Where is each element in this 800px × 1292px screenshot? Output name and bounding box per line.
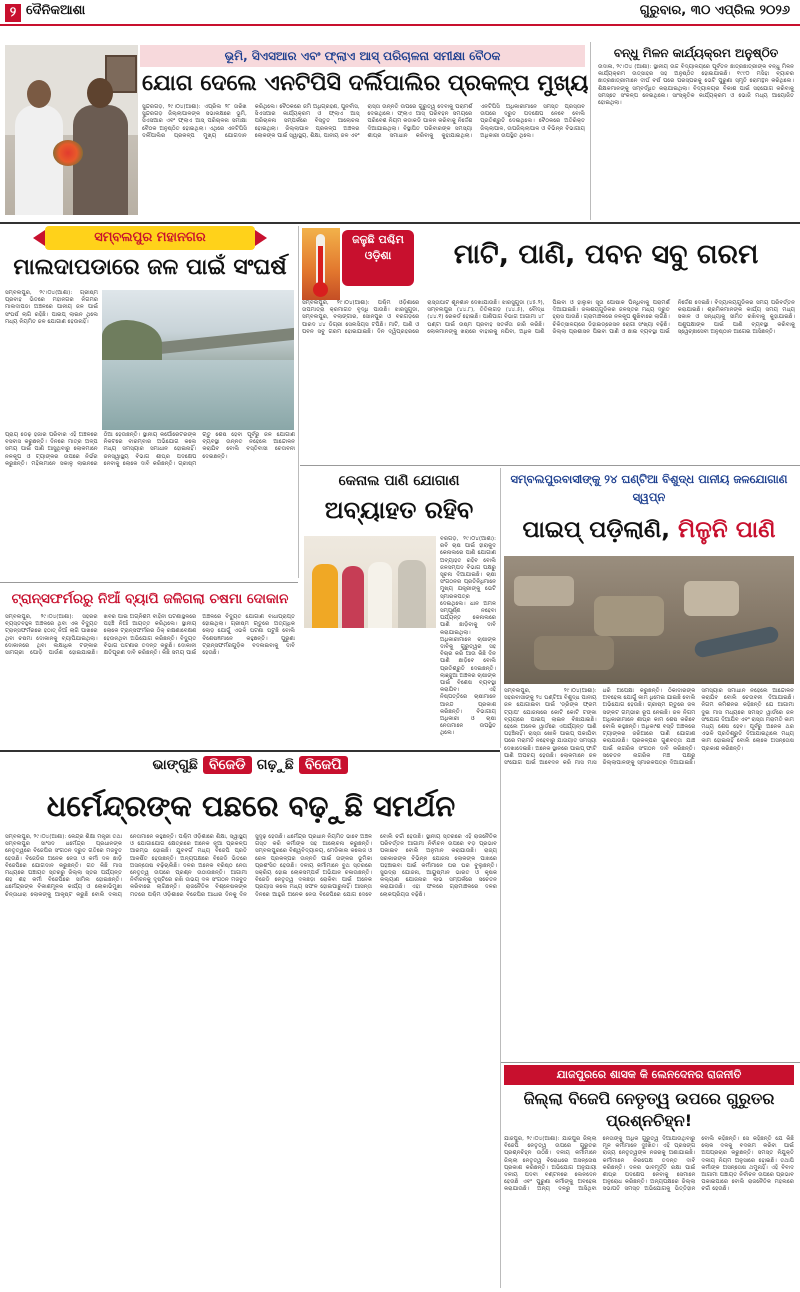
maldapada-right-rule <box>298 226 299 578</box>
rule-jajpur <box>500 1062 800 1063</box>
canal-body: ବରଗଡ଼, ୨୯।୦୪(ଆଶା): ରବି ଚାଷ ପାଇଁ ହୀରାକୁଦ କେନାଲରେ ପାଣି ଯୋଗାଣ ଅବ୍ୟାହତ ରହିବ ବୋଲି ଜଳସମ୍ପଦ ବିଭାଗ ପକ୍ଷରୁ ସୂଚନା ଦିଆଯାଇଛି। ଚାଷୀ ସଂଗଠନର ପ୍ରତିନିଧିମାନେ ମୁଖ୍ୟ ଯନ୍ତ୍ରୀଙ୍କୁ ଭେଟି ସ୍ମାରକପତ୍ର ଦେଇଥିଲେ। ଧାନ ଅମଳ ସମ୍ପୂର୍ଣ୍ଣ ନହେବା ପର୍ଯ୍ୟନ୍ତ କେନାଲରେ ପାଣି ଛାଡ଼ିବାକୁ ଦାବି କରାଯାଇଥିଲା। ଅଧିକାରୀମାନେ ଚାଷୀଙ୍କ ଦାବିକୁ ଗୁରୁତ୍ୱର ସହ ବିଚାର କରି ଆଉ କିଛି ଦିନ ପାଣି ଛାଡ଼ିବେ ବୋଲି ପ୍ରତିଶ୍ରୁତି ଦେଇଛନ୍ତି। ଲାଞ୍ଜୁଆ ଅଞ୍ଚଳର ଚାଷୀଙ୍କ ପାଇଁ ବିଶେଷ ବ୍ୟବସ୍ଥା କରାଯିବ। ଏହି ନିଷ୍ପତ୍ତିରେ ଚାଷୀମାନେ ଆନନ୍ଦ ପ୍ରକାଶ କରିଛନ୍ତି। ବିଭାଗୀୟ ଅଧିକାରୀ ଓ ଚାଷୀ ନେତାମାନେ ଉପସ୍ଥିତ ଥିଲେ। <box>440 536 496 737</box>
jajpur-kicker: ଯାଜପୁରରେ ଶାସକ କି ଲେନଦେନର ରାଜନୀତି <box>504 1065 794 1085</box>
masthead-rule <box>0 24 800 26</box>
pipe-segment <box>693 625 779 658</box>
ntpc-right-rule <box>590 42 591 220</box>
transformer-headline: ଟ୍ରାନ୍ସଫର୍ମରରୁ ନିଆଁ ବ୍ୟାପି ଜଳିଗଲା ଚଷମା ଦୋକାନ <box>11 591 289 607</box>
rubble-3 <box>684 581 739 616</box>
canal-body-continued <box>302 632 496 746</box>
pipe-headline-a: ପାଇପ୍ ପଡ଼ିଲାଣି, <box>522 517 671 543</box>
pipe-body: ସମ୍ବଲପୁର, ୨୯।୦୪(ଆଶା): ସହରବାସୀଙ୍କୁ ୨୪ ଘଣ୍ଟିଆ ବିଶୁଦ୍ଧ ପାନୀୟ ଜଳ ଯୋଗାଇବା ପାଇଁ 'ଡ୍ରିଙ୍କ ଫ୍ରମ ଟ୍ୟାପ' ଯୋଜନାରେ କୋଟି କୋଟି ଟଙ୍କା ବ୍ୟୟରେ ପାଇପ୍ ଲାଇନ ବିଛାଯାଇଛି। ହେଲେ ଅନେକ ୱାର୍ଡରେ ଏପର୍ଯ୍ୟନ୍ତ ପାଣି ପହଞ୍ଚିନାହିଁ। ରାସ୍ତା ଖୋଳି ପାଇପ୍ ପକାଯିବା ପରେ ମରାମତି ନହେବାରୁ ଯାତାୟାତ ସମସ୍ୟା ଦେଖାଦେଇଛି। ଅନେକ ସ୍ଥାନରେ ପାଇପ୍ ଫାଟି ପାଣି ଅପଚୟ ହେଉଛି। ଲୋକମାନେ ଜଳ ସଂଯୋଗ ପାଇଁ ଆବେଦନ କରି ମାସ ମାସ ଧରି ଅପେକ୍ଷା କରୁଛନ୍ତି। ଠିକାଦାରଙ୍କ ଅବହେଳା ଯୋଗୁଁ କାମ ଧିମେଇ ଯାଇଛି ବୋଲି ଅଭିଯୋଗ ହେଉଛି। ଗ୍ରୀଷ୍ମ ଋତୁରେ ଜଳ ସଙ୍କଟ ଗମ୍ଭୀର ରୂପ ନେଇଛି। ଜଳ ନିଗମ ଅଧିକାରୀମାନେ ଶୀଘ୍ର କାମ ଶେଷ କରିବେ ବୋଲି କହୁଛନ୍ତି। ଅଧିକାଂଶ ବସ୍ତି ଅଞ୍ଚଳରେ ଟ୍ୟାଙ୍କର ଜରିଆରେ ପାଣି ଯୋଗାଣ କରାଯାଉଛି। ପ୍ରକଳ୍ପର ଗୁଣବତ୍ତା ଯାଞ୍ଚ ପାଇଁ ନାଗରିକ ସଂଗଠନ ଦାବି କରିଛନ୍ତି। ସଚେତନ ନାଗରିକ ମଞ୍ଚ ପକ୍ଷରୁ ଜିଲ୍ଲାପାଳଙ୍କୁ ସ୍ମାରକପତ୍ର ଦିଆଯାଇଛି। ସମସ୍ୟାର ସମାଧାନ ନହେଲେ ଆନ୍ଦୋଳନ କରାଯିବ ବୋଲି ଚେତାବନୀ ଦିଆଯାଇଛି। ନିଗମ କମିଶନର କହିଛନ୍ତି ଯେ ଆଗାମୀ ଦୁଇ ମାସ ମଧ୍ୟରେ ସମସ୍ତ ୱାର୍ଡରେ ଜଳ ସଂଯୋଗ ଦିଆଯିବ ଏବଂ ରାସ୍ତା ମରାମତି କାମ ମଧ୍ୟ ଶେଷ ହେବ। ପୂର୍ବରୁ ଅନେକ ଥର ଏଭଳି ପ୍ରତିଶ୍ରୁତି ଦିଆଯାଇଥିଲେ ମଧ୍ୟ କାମ ହୋଇନାହିଁ ବୋଲି ଲୋକେ ଅସନ୍ତୋଷ ପ୍ରକାଶ କରିଛନ୍ତି। <box>504 688 794 767</box>
bandh-body: ଉଦାଳା, ୨୯।୦୪ (ଆଶା): ସ୍ଥାନୀୟ ଉଚ୍ଚ ବିଦ୍ୟାଳୟରେ ପୂର୍ବତନ ଛାତ୍ରଛାତ୍ରୀଙ୍କ ବନ୍ଧୁ ମିଳନ କାର୍ଯ୍ୟକ୍ରମ ଉତ୍ସାହର ସହ ଅନୁଷ୍ଠିତ ହୋଇଯାଇଛି। ୧୯୯୦ ମସିହା ବ୍ୟାଚର ଛାତ୍ରଛାତ୍ରୀମାନେ ଦୀର୍ଘ ବର୍ଷ ପରେ ପରସ୍ପରକୁ ଭେଟି ପୁରୁଣା ସ୍ମୃତି ରୋମନ୍ଥନ କରିଥିଲେ। ଶିକ୍ଷକମାନଙ୍କୁ ସମ୍ବର୍ଦ୍ଧିତ କରାଯାଇଥିଲା। ବିଦ୍ୟାଳୟର ବିକାଶ ପାଇଁ ସହଯୋଗ କରିବାକୁ ସମସ୍ତେ ସଂକଳ୍ପ ନେଇଥିଲେ। ସାଂସ୍କୃତିକ କାର୍ଯ୍ୟକ୍ରମ ଓ ଭୋଜି ମଧ୍ୟ ଆୟୋଜିତ ହୋଇଥିଲା। <box>598 64 794 107</box>
maldapada-banner-label: ସମ୍ବଲପୁର ମହାନଗର <box>45 226 255 250</box>
dharmendra-right-rule <box>500 752 501 1288</box>
issue-date: ଗୁରୁବାର, ୩୦ ଏପ୍ରିଲ ୨୦୨୬ <box>639 3 790 18</box>
thermometer-image <box>302 228 340 300</box>
maldapada-banner <box>5 226 295 250</box>
canal-person-1 <box>312 564 338 628</box>
rule-row1 <box>0 222 800 224</box>
dam-water <box>102 360 294 430</box>
broken-pipe-photo <box>504 556 794 684</box>
pipe-headline-b: ମିଳୁନି ପାଣି <box>678 517 776 543</box>
rule-transformer <box>0 582 298 583</box>
jajpur-body: ଯାଜପୁର, ୨୯।୦୪(ଆଶା): ଯାଜପୁର ଜିଲ୍ଲା ବିଜେପି ନେତୃତ୍ୱ ଉପରେ ଗୁରୁତର ପ୍ରଶ୍ନଚିହ୍ନ ଉଠିଛି। ଦଳୀୟ କର୍ମୀମାନେ ଜିଲ୍ଲା ନେତୃତ୍ୱ ବିରୋଧରେ ଅସନ୍ତୋଷ ପ୍ରକାଶ କରିଛନ୍ତି। ଅଭିଯୋଗ ଅନୁଯାୟୀ ଦଳୀୟ ପଦବୀ ବଣ୍ଟନରେ ଲେନଦେନ ହେଉଛି ଏବଂ ପୁରୁଣା କର୍ମୀଙ୍କୁ ଅବହେଳା କରାଯାଉଛି। ଅନ୍ୟ ଦଳରୁ ଆସିଥିବା ନେତାଙ୍କୁ ଅଧିକ ଗୁରୁତ୍ୱ ଦିଆଯାଉଥିବାରୁ ମୂଳ କର୍ମୀମାନେ ଦୁଃଖିତ। ଏହି ପ୍ରସଙ୍ଗ ରାଜ୍ୟ ନେତୃତ୍ୱଙ୍କ ନଜରକୁ ଅଣାଯାଇଛି। କର୍ମୀମାନେ ନିରପେକ୍ଷ ତଦନ୍ତ ଦାବି କରିଛନ୍ତି। ଦଳର ଭାବମୂର୍ତ୍ତି ରକ୍ଷା ପାଇଁ ଶୀଘ୍ର ପଦକ୍ଷେପ ନେବାକୁ ସେମାନେ ଅନୁରୋଧ କରିଛନ୍ତି। ଅନ୍ୟପକ୍ଷରେ ଜିଲ୍ଲା ସଭାପତି ସମସ୍ତ ଅଭିଯୋଗକୁ ଭିତ୍ତିହୀନ ବୋଲି କହିଛନ୍ତି। ସେ କହିଛନ୍ତି ଯେ କିଛି ଲୋକ ଦଳକୁ ବଦନାମ କରିବା ପାଇଁ ଅପପ୍ରଚାର କରୁଛନ୍ତି। ସମସ୍ତ ନିଯୁକ୍ତି ଦଳୀୟ ନିୟମ ଅନୁସାରେ ହୋଇଛି। ତଥାପି କର୍ମୀଙ୍କ ଅସନ୍ତୋଷ ଥମୁନାହିଁ। ଏହି ବିବାଦ ଆଗାମୀ ପଞ୍ଚାୟତ ନିର୍ବାଚନ ଉପରେ ପ୍ରଭାବ ପକାଇପାରେ ବୋଲି ରାଜନୈତିକ ମହଲରେ ଚର୍ଚ୍ଚା ହେଉଛି। <box>504 1136 794 1193</box>
dam-hill <box>102 320 162 360</box>
bouquet <box>53 140 83 166</box>
thermo-mercury <box>318 246 323 286</box>
rubble-2 <box>594 596 664 636</box>
kicker-building: ଗଢ଼ୁଛି <box>256 757 294 773</box>
person-left-head <box>27 80 51 108</box>
kicker-breaking: ଭାଙ୍ଗୁଛି <box>152 757 198 773</box>
canal-right-rule <box>500 468 501 748</box>
kicker-bjd: ବିଜେଡି <box>203 756 252 774</box>
canal-person-4 <box>398 560 426 628</box>
rule-row2 <box>0 750 500 752</box>
page-number-box <box>5 4 21 22</box>
rubble-1 <box>514 576 574 606</box>
dharmendra-headline: ଧର୍ମେନ୍ଦ୍ରଙ୍କ ପଛରେ ବଢ଼ୁଛି ସମର୍ଥନ <box>46 789 456 823</box>
canal-meeting-photo <box>304 536 436 628</box>
banner-right-pointer <box>255 230 267 246</box>
ntpc-meeting-photo <box>5 45 138 215</box>
ntpc-kicker: ଭୂମି, ସିଏସଆର ଏବଂ ଫ୍ଲାଏ ଆସ୍ ପରିଚାଳନା ସମୀକ୍ଷା ବୈଠକ <box>224 49 501 63</box>
ntpc-headline: ଯୋଗ ଦେଲେ ଏନଟିପିସି ଦର୍ଲିପାଲିର ପ୍ରକଳ୍ପ ମୁଖ୍ୟ <box>142 71 589 96</box>
pipe-headline-row <box>504 508 794 552</box>
heat-body: ସମ୍ବଲପୁର, ୨୯।୦୪(ଆଶା): ପଶ୍ଚିମ ଓଡ଼ିଶାରେ ତାପମାତ୍ରା କ୍ରମାଗତ ବୃଦ୍ଧି ପାଉଛି। ଝାରସୁଗୁଡା, ସମ୍ବଲପୁର, ବଲାଙ୍ଗୀର, ସୋନପୁର ଓ ବରଗଡ଼ରେ ପାରଦ ୪୪ ଡିଗ୍ରୀ ସେଲସିୟସ ଟପିଛି। ମାଟି, ପାଣି ଓ ପବନ ସବୁ ଗରମ ହୋଇଯାଇଛି। ଦିନ ଦ୍ୱିପ୍ରହରରେ ରାସ୍ତାଘାଟ ଶୂନଶାନ ଦେଖାଯାଉଛି। ଝାରସୁଗୁଡା (୪୫.୨), ସମ୍ବଲପୁର (୪୪.୮), ତିତିଲାଗଡ଼ (୪୪.୫), ବୌଦ୍ଧ (୪୪.୧) ରେକର୍ଡ ହୋଇଛି। ପାଣିପାଗ ବିଭାଗ ଆଗାମୀ ୪୮ ଘଣ୍ଟା ପାଇଁ ଉଷ୍ମ ପ୍ରବାହ ସତର୍କତା ଜାରି କରିଛି। ଲୋକମାନଙ୍କୁ ଖରାରେ ବାହାରକୁ ନଯିବା, ଅଧିକ ପାଣି ପିଇବା ଓ ହାଲୁକା ସୂତା ପୋଷାକ ପିନ୍ଧିବାକୁ ପରାମର୍ଶ ଦିଆଯାଇଛି। ଜଳାଶୟଗୁଡିକର ଜଳସ୍ତର ମଧ୍ୟ ଦ୍ରୁତ ହ୍ରାସ ପାଉଛି। ଗ୍ରାମାଞ୍ଚଳରେ ନଳକୂପ ଶୁଖିବାରେ ଲାଗିଛି। ଚିକିତ୍ସାଳୟରେ ଡିହାଇଡ୍ରେସନ ରୋଗୀ ସଂଖ୍ୟା ବଢ଼ିଛି। ଜିଲ୍ଲା ପ୍ରଶାସନ ପିଇବା ପାଣି ଓ ଛାଇ ବ୍ୟବସ୍ଥା ପାଇଁ ନିର୍ଦ୍ଦେଶ ଦେଇଛି। ବିଦ୍ୟାଳୟଗୁଡିକର ସମୟ ପରିବର୍ତ୍ତନ କରାଯାଇଛି। ଶ୍ରମିକମାନଙ୍କ କାର୍ଯ୍ୟ ସମୟ ମଧ୍ୟ ସକାଳ ଓ ସନ୍ଧ୍ୟାକୁ ସୀମିତ ରଖିବାକୁ କୁହାଯାଇଛି। ପଶୁପକ୍ଷୀଙ୍କ ପାଇଁ ପାଣି ବ୍ୟବସ୍ଥା କରିବାକୁ ସ୍ୱେଚ୍ଛାସେବୀ ଅନୁଷ୍ଠାନ ଆଗେଇ ଆସିଛନ୍ତି। <box>302 300 795 335</box>
person-right <box>73 105 128 215</box>
kicker-bjp: ବିଜେପି <box>299 756 348 774</box>
page-number: ୨ <box>9 5 17 20</box>
maldapada-headline: ମାଲଦାପଡାରେ ଜଳ ପାଇଁ ସଂଘର୍ଷ <box>13 255 287 280</box>
jajpur-headline: ଜିଲ୍ଲା ବିଜେପି ନେତୃତ୍ୱ ଉପରେ ଗୁରୁତର ପ୍ରଶ୍ନଚିହ୍ନ! <box>523 1089 775 1130</box>
canal-headline: ଅବ୍ୟାହତ ରହିବ <box>324 496 474 524</box>
rule-heat <box>300 465 800 466</box>
canal-person-3 <box>368 562 392 628</box>
heat-badge <box>342 230 414 286</box>
bandh-headline: ବନ୍ଧୁ ମିଳନ କାର୍ଯ୍ୟକ୍ରମ ଅନୁଷ୍ଠିତ <box>613 46 779 60</box>
canal-person-2 <box>342 566 364 628</box>
maldapada-body-top: ସମ୍ବଲପୁର, ୨୯।୦୪(ଆଶା): ଗ୍ରୀଷ୍ମ ପ୍ରବାହ ଭିତରେ ମହାନଗର ନିଗମର ମାଲଦାପଡା ଅଞ୍ଚଳରେ ପାନୀୟ ଜଳ ପାଇଁ ସଂଘର୍ଷ ଲାଗି ରହିଛି। ପାଇପ୍ ଲାଇନ ଥିଲେ ମଧ୍ୟ ନିୟମିତ ଜଳ ଯୋଗାଣ ହେଉନାହିଁ। <box>5 290 98 325</box>
person-right-head <box>87 78 113 108</box>
heat-badge-label: ଜଳୁଛି ପଶ୍ଚିମ ଓଡ଼ିଶା <box>352 233 404 262</box>
dam-photo <box>102 290 294 430</box>
thermo-bulb <box>313 282 328 297</box>
paper-name: ଦୈନିକଆଶା <box>26 3 86 18</box>
dharmendra-body: ସମ୍ବଲପୁର, ୨୯।୦୪(ଆଶା): କେନ୍ଦ୍ର ଶିକ୍ଷା ମନ୍ତ୍ରୀ ତଥା ସମ୍ବଲପୁର ସାଂସଦ ଧର୍ମେନ୍ଦ୍ର ପ୍ରଧାନଙ୍କ ନେତୃତ୍ୱରେ ବିଜେପିର ସଂଗଠନ ଦ୍ରୁତ ଗତିରେ ମଜବୁତ ହେଉଛି। ବିଜେଡିର ଅନେକ ନେତା ଓ କର୍ମୀ ଦଳ ଛାଡ଼ି ବିଜେପିରେ ଯୋଗଦାନ କରୁଛନ୍ତି। ଗତ କିଛି ମାସ ମଧ୍ୟରେ ପଞ୍ଚାୟତ ସ୍ତରରୁ ଜିଲ୍ଲା ସ୍ତର ପର୍ଯ୍ୟନ୍ତ ଶହ ଶହ କର୍ମୀ ବିଜେପିରେ ସାମିଲ ହୋଇଛନ୍ତି। ଧର୍ମେନ୍ଦ୍ରଙ୍କ ବିକାଶମୂଳକ କାର୍ଯ୍ୟ ଓ ଲୋକାଭିମୁଖୀ ଚିନ୍ତାଧାରା ଲୋକଙ୍କୁ ଆକୃଷ୍ଟ କରୁଛି ବୋଲି ଦଳୀୟ ନେତାମାନେ କହୁଛନ୍ତି। ପଶ୍ଚିମ ଓଡ଼ିଶାରେ ଶିକ୍ଷା, ସ୍ୱାସ୍ଥ୍ୟ ଓ ଯୋଗାଯୋଗ କ୍ଷେତ୍ରରେ ଅନେକ ନୂଆ ପ୍ରକଳ୍ପ ଆରମ୍ଭ ହୋଇଛି। ଯୁବବର୍ଗ ମଧ୍ୟ ବିଜେପି ପ୍ରତି ଆକର୍ଷିତ ହେଉଛନ୍ତି। ଅନ୍ୟପକ୍ଷରେ ବିଜେଡି ଭିତରେ ଅସନ୍ତୋଷ ବଢ଼ିଚାଲିଛି। ଦଳର ଅନେକ ବରିଷ୍ଠ ନେତା ନେତୃତ୍ୱ ଉପରେ ପ୍ରଶ୍ନ ଉଠାଉଛନ୍ତି। ଆଗାମୀ ନିର୍ବାଚନକୁ ଦୃଷ୍ଟିରେ ରଖି ଉଭୟ ଦଳ ସଂଗଠନ ମଜବୁତ କରିବାରେ ଲାଗିଛନ୍ତି। ରାଜନୈତିକ ବିଶ୍ଳେଷକଙ୍କ ମତରେ ପଶ୍ଚିମ ଓଡ଼ିଶାରେ ବିଜେପିର ଆଧାର ଦିନକୁ ଦିନ ସୁଦୃଢ଼ ହେଉଛି। ଧର୍ମେନ୍ଦ୍ର ପ୍ରଧାନ ନିୟମିତ ଭାବେ ଅଞ୍ଚଳ ଗସ୍ତ କରି କର୍ମୀଙ୍କ ସହ ଆଲୋଚନା କରୁଛନ୍ତି। ସମ୍ବଲପୁରରେ ବିଶ୍ୱବିଦ୍ୟାଳୟ, ମେଡିକାଲ କଲେଜ ଓ ରେଳ ପ୍ରକଳ୍ପର ଉନ୍ନତି ପାଇଁ ତାଙ୍କର ଭୂମିକା ପ୍ରଶଂସିତ ହେଉଛି। ଦଳୀୟ କର୍ମୀମାନେ ବୁଥ ସ୍ତରରେ ସକ୍ରିୟ ହୋଇ ଲୋକସମ୍ପର୍କ ଅଭିଯାନ ଚଳାଉଛନ୍ତି। ବିଜେଡି ନେତୃତ୍ୱ ଦଳଛଡ଼ା ରୋକିବା ପାଇଁ ଅନେକ ପ୍ରୟାସ କଲେ ମଧ୍ୟ ସଫଳ ହୋଇପାରୁନାହିଁ। ଆସନ୍ତା ଦିନରେ ଆହୁରି ଅନେକ ନେତା ବିଜେପିରେ ଯୋଗ ଦେବେ ବୋଲି ଚର୍ଚ୍ଚା ହେଉଛି। ସ୍ଥାନୀୟ ସ୍ତରରେ ଏହି ରାଜନୈତିକ ପରିବର୍ତ୍ତନ ଆଗାମୀ ନିର୍ବାଚନ ଉପରେ ବଡ଼ ପ୍ରଭାବ ପକାଇବ ବୋଲି ଅନୁମାନ କରାଯାଉଛି। ରାଜ୍ୟ ସରକାରଙ୍କ ବିଭିନ୍ନ ଯୋଜନା ଲୋକଙ୍କ ପାଖରେ ପହଞ୍ଚାଇବା ପାଇଁ କର୍ମୀମାନେ ଘର ଘର ବୁଲୁଛନ୍ତି। ସୁଭଦ୍ରା ଯୋଜନା, ଆୟୁଷ୍ମାନ ଭାରତ ଓ କୃଷକ କଲ୍ୟାଣ ଯୋଜନାର ଲାଭ ସମ୍ପର୍କରେ ସଚେତନ କରାଯାଉଛି। ଏହା ଫଳରେ ଗ୍ରାମାଞ୍ଚଳରେ ଦଳର ଲୋକପ୍ରିୟତା ବଢ଼ିଛି। <box>5 834 497 898</box>
masthead <box>0 0 800 40</box>
dharmendra-kicker-row <box>130 754 370 784</box>
banner-left-pointer <box>33 230 45 246</box>
pipe-banner: ସମ୍ବଲପୁରବାସୀଙ୍କୁ ୨୪ ଘଣ୍ଟିଆ ବିଶୁଦ୍ଧ ପାନୀୟ ଜଳଯୋଗାଣ ସ୍ୱପ୍ନ <box>510 472 788 504</box>
heat-headline: ମାଟି, ପାଣି, ପବନ ସବୁ ଗରମ <box>453 239 759 270</box>
ntpc-kicker-band <box>140 45 585 67</box>
transformer-body: ସମ୍ବଲପୁର, ୨୯।୦୪(ଆଶା): ସହରର ବ୍ୟସ୍ତବହୁଳ ଅଞ୍ଚଳରେ ଥିବା ଏକ ବିଦ୍ୟୁତ ଟ୍ରାନ୍ସଫର୍ମରରେ ହଠାତ୍ ନିଆଁ ଲାଗି ପାଖରେ ଥିବା ଚଷମା ଦୋକାନକୁ ବ୍ୟାପିଯାଇଥିଲା। ଦୋକାନରେ ଥିବା ଲକ୍ଷାଧିକ ଟଙ୍କାର ସାମଗ୍ରୀ ପୋଡ଼ି ପାଉଁଶ ହୋଇଯାଇଛି। ଖବର ପାଇ ଅଗ୍ନିଶମ ବାହିନୀ ଘଟଣାସ୍ଥଳରେ ପହଞ୍ଚି ନିଆଁ ଆୟତ୍ତ କରିଥିଲେ। ସ୍ଥାନୀୟ ଲୋକେ ଟ୍ରାନ୍ସଫର୍ମରର ଠିକ୍ ରକ୍ଷଣାବେକ୍ଷଣ ହେଉନଥିବା ଅଭିଯୋଗ କରିଛନ୍ତି। ବିଦ୍ୟୁତ ବିଭାଗ ଘଟଣାର ତଦନ୍ତ କରୁଛି। ଦୋକାନୀ କ୍ଷତିପୂରଣ ଦାବି କରିଛନ୍ତି। କିଛି ସମୟ ପାଇଁ ଅଞ୍ଚଳରେ ବିଦ୍ୟୁତ ଯୋଗାଣ ବାଧାପ୍ରାପ୍ତ ହୋଇଥିଲା। ଗ୍ରୀଷ୍ମ ଋତୁରେ ଅତ୍ୟଧିକ ଲୋଡ଼ ଯୋଗୁଁ ଏଭଳି ଘଟଣା ଘଟୁଛି ବୋଲି ବିଶେଷଜ୍ଞମାନେ କହୁଛନ୍ତି। ପୁରୁଣା ଟ୍ରାନ୍ସଫର୍ମରଗୁଡ଼ିକ ବଦଳାଇବାକୁ ଦାବି ହେଉଛି। <box>5 614 295 657</box>
canal-kicker: କେନାଲ ପାଣି ଯୋଗାଣ <box>338 473 460 489</box>
rubble-4 <box>534 636 614 670</box>
maldapada-body-bottom: ପ୍ରାୟ ଡେଢ଼ ହଜାର ପରିବାର ଏହି ଅଞ୍ଚଳରେ ବସବାସ କରୁଛନ୍ତି। ଦିନରେ ମାତ୍ର ଅଳ୍ପ ସମୟ ପାଇଁ ପାଣି ଆସୁଥିବାରୁ ଲୋକମାନେ ନଳକୂପ ଓ ଟ୍ୟାଙ୍କର ଉପରେ ନିର୍ଭର କରୁଛନ୍ତି। ମହିଳାମାନେ ସକାଳୁ ଲାଇନରେ ଠିଆ ହେଉଛନ୍ତି। ସ୍ଥାନୀୟ କର୍ପୋରେଟରଙ୍କ ନିକଟରେ ବାରମ୍ବାର ଅଭିଯୋଗ କଲେ ମଧ୍ୟ ସମସ୍ୟାର ସମାଧାନ ହୋଇନାହିଁ। ଜନସ୍ୱାସ୍ଥ୍ୟ ବିଭାଗ ଶୀଘ୍ର ପଦକ୍ଷେପ ନେବାକୁ ଲୋକେ ଦାବି କରିଛନ୍ତି। ଗ୍ରୀଷ୍ମ ଋତୁ ଶେଷ ହେବା ପୂର୍ବରୁ ଜଳ ଯୋଗାଣ ବ୍ୟବସ୍ଥା ଉନ୍ନତ ନହେଲେ ଆନ୍ଦୋଳନ କରାଯିବ ବୋଲି ବସ୍ତିବାସୀ ଚେତାବନୀ ଦେଇଛନ୍ତି। <box>5 432 295 467</box>
ntpc-body: ସୁନ୍ଦରଗଡ଼, ୨୯।୦୪(ଆଶା): ଏପ୍ରିଲ ୨୮ ତାରିଖ ସୁନ୍ଦରଗଡ଼ ଜିଲ୍ଲାପାଳଙ୍କ ସଭାକକ୍ଷରେ ଭୂମି, ସିଏସଆର ଏବଂ ଫ୍ଲାଏ ଆସ୍ ପରିଚାଳନା ସମୀକ୍ଷା ବୈଠକ ଅନୁଷ୍ଠିତ ହୋଇଥିଲା। ଏଥିରେ ଏନଟିପିସି ଦର୍ଲିପାଲିର ପ୍ରକଳ୍ପ ମୁଖ୍ୟ ଯୋଗଦାନ କରିଥିଲେ। ବୈଠକରେ ଜମି ଅଧିଗ୍ରହଣ, ପୁନର୍ବାସ, ସିଏସଆର କାର୍ଯ୍ୟକ୍ରମ ଓ ଫ୍ଲାଏ ଆସ୍ ପରିଚାଳନା ସମ୍ପର୍କରେ ବିସ୍ତୃତ ଆଲୋଚନା ହୋଇଥିଲା। ଜିଲ୍ଲାପାଳ ପ୍ରକଳ୍ପ ଅଞ୍ଚଳର ଲୋକଙ୍କ ପାଇଁ ସ୍ୱାସ୍ଥ୍ୟ, ଶିକ୍ଷା, ପାନୀୟ ଜଳ ଏବଂ ରାସ୍ତା ଉନ୍ନତି ଉପରେ ଗୁରୁତ୍ୱ ଦେବାକୁ ପରାମର୍ଶ ଦେଇଥିଲେ। ଫ୍ଲାଏ ଆସ୍ ପରିବହନ ସମୟରେ ପରିବେଶ ନିୟମ କଡାକଡି ପାଳନ କରିବାକୁ ନିର୍ଦ୍ଦେଶ ଦିଆଯାଇଥିଲା। ବିସ୍ଥାପିତ ପରିବାରଙ୍କ ସମସ୍ୟା ଶୀଘ୍ର ସମାଧାନ କରିବାକୁ କୁହାଯାଇଥିଲା। ଏନଟିପିସି ଅଧିକାରୀମାନେ ସମସ୍ତ ପ୍ରସ୍ତାବ ଉପରେ ଦ୍ରୁତ ପଦକ୍ଷେପ ନେବେ ବୋଲି ପ୍ରତିଶ୍ରୁତି ଦେଇଥିଲେ। ବୈଠକରେ ଅତିରିକ୍ତ ଜିଲ୍ଲାପାଳ, ଉପଜିଲ୍ଲାପାଳ ଓ ବିଭିନ୍ନ ବିଭାଗୀୟ ଅଧିକାରୀ ଉପସ୍ଥିତ ଥିଲେ। <box>142 104 585 139</box>
